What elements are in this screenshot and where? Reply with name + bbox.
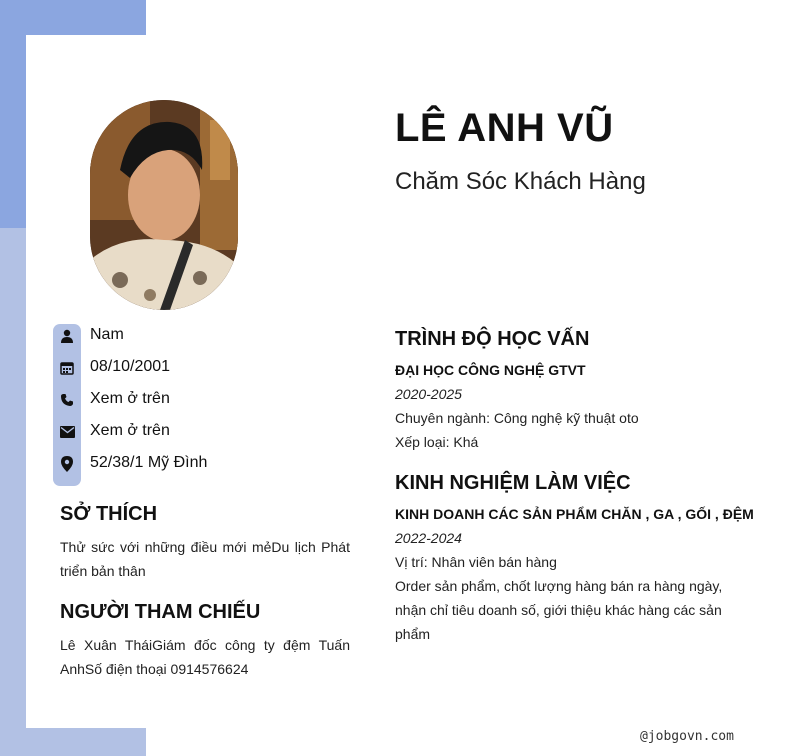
education-school: ĐẠI HỌC CÔNG NGHỆ GTVT — [395, 362, 586, 378]
phone-value: Xem ở trên — [90, 390, 170, 407]
experience-position: Vị trí: Nhân viên bán hàng — [395, 554, 557, 570]
footer-watermark: @jobgovn.com — [640, 729, 734, 744]
mail-icon — [53, 420, 81, 444]
experience-company: KINH DOANH CÁC SẢN PHẨM CHĂN , GA , GỐI , ĐỆM — [395, 506, 754, 522]
contact-phone — [53, 388, 353, 412]
hobbies-heading: SỞ THÍCH — [60, 503, 158, 525]
experience-description: Order sản phẩm, chốt lượng hàng bán ra hàng ngày, nhận chỉ tiêu doanh số, giới thiệu khác hàng các sản phẩm — [395, 578, 723, 642]
profile-photo — [90, 100, 238, 310]
education-heading: TRÌNH ĐỘ HỌC VẤN — [395, 328, 590, 350]
experience-period: 2022-2024 — [395, 530, 462, 546]
contact-address — [53, 452, 353, 476]
location-pin-icon — [53, 452, 81, 476]
email-value: Xem ở trên — [90, 422, 170, 439]
birthdate-value: 08/10/2001 — [90, 358, 171, 375]
contact-email — [53, 420, 353, 444]
references-heading: NGƯỜI THAM CHIẾU — [60, 601, 261, 623]
hobbies-text: Thử sức với những điều mới mẻDu lịch Phát triển bản thân — [60, 539, 350, 579]
experience-heading: KINH NGHIỆM LÀM VIỆC — [395, 472, 631, 494]
references-text: Lê Xuân TháiGiám đốc công ty đệm Tuấn AnhSố điện thoại 0914576624 — [60, 637, 350, 677]
contact-gender — [53, 324, 353, 348]
gender-value: Nam — [90, 326, 124, 343]
candidate-name: LÊ ANH VŨ — [395, 106, 614, 150]
contact-birthdate — [53, 356, 353, 380]
education-grade: Xếp loại: Khá — [395, 434, 479, 450]
address-value: 52/38/1 Mỹ Đình — [90, 454, 208, 471]
education-major: Chuyên ngành: Công nghệ kỹ thuật oto — [395, 410, 639, 426]
calendar-icon — [53, 356, 81, 380]
education-period: 2020-2025 — [395, 386, 462, 402]
phone-icon — [53, 388, 81, 412]
person-icon — [53, 324, 81, 348]
candidate-title: Chăm Sóc Khách Hàng — [395, 168, 646, 195]
